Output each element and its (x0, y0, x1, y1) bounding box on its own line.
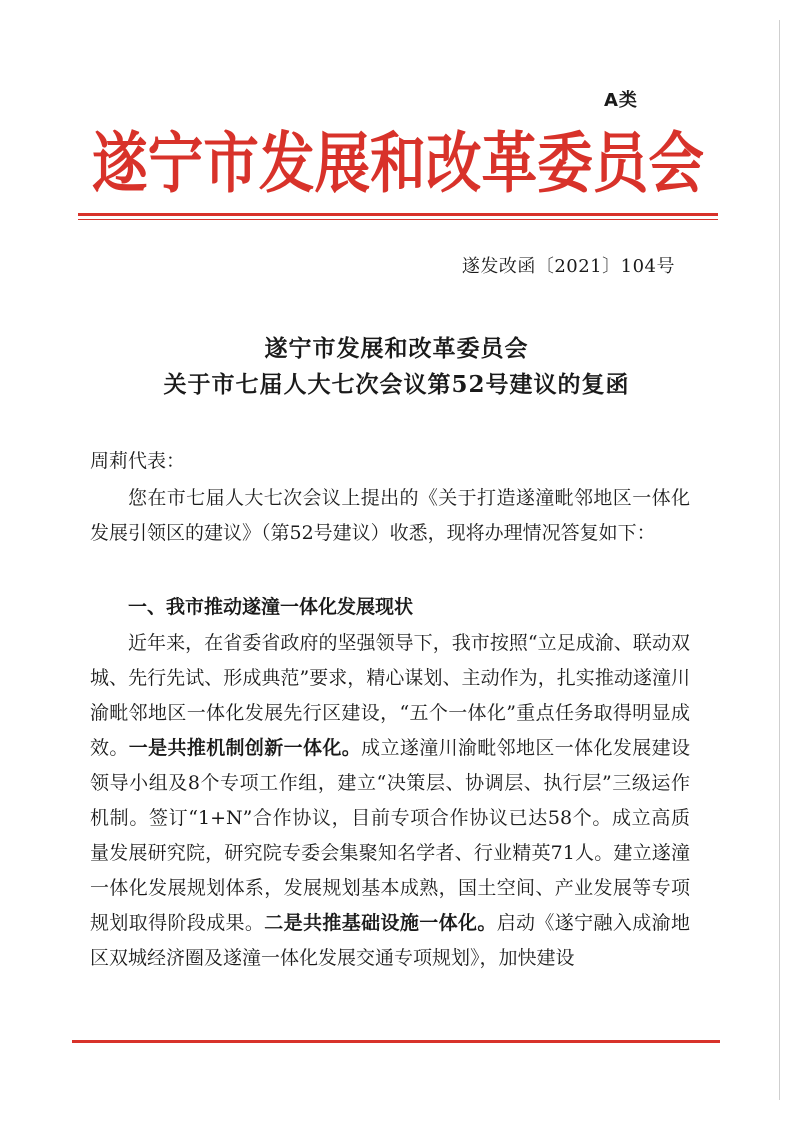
paragraph-status (90, 626, 690, 976)
header-red-rule (78, 213, 718, 216)
title-line-1: 遂宁市发展和改革委员会 (264, 335, 529, 362)
lead-point-2: 二是共推基础设施一体化。 (264, 912, 497, 934)
paragraph-intro: 您在市七届人大七次会议上提出的《关于打造遂潼毗邻地区一体化发展引领区的建议》（第52号建议）收悉，现将办理情况答复如下： (90, 487, 690, 544)
org-header (68, 108, 728, 204)
page-edge-line (779, 20, 780, 1100)
paragraph-status-text-3: 启动《遂宁融入成渝地区双城经济圈及遂潼一体化发展交通专项规划》，加快建设 (90, 912, 690, 969)
paragraph-status-text-1: 近年来，在省委省政府的坚强领导下，我市按照“立足成渝、联动双城、先行先试、形成典范”要求，精心谋划、主动作为，扎实推动遂潼川渝毗邻地区一体化发展先行区建设，“五个一体化”重点任务取得明显成效。 (90, 632, 690, 759)
header-red-rule-thin (78, 219, 718, 220)
section-heading-1: 一、我市推动遂潼一体化发展现状 (128, 596, 414, 618)
paragraph-status-text-2: 成立遂潼川渝毗邻地区一体化发展建设领导小组及8个专项工作组，建立“决策层、协调层、执行层”三级运作机制。签订“1+N”合作协议，目前专项合作协议已达58个。成立高质量发展研究院，研究院专委会集聚知名学者、行业精英71人。建立遂潼一体化发展规划体系，发展规划基本成熟，国土空间、产业发展等专项规划取得阶段成果。 (90, 737, 690, 934)
document-number: 遂发改函〔2021〕104号 (461, 256, 675, 277)
org-header-graphic (68, 108, 728, 204)
salutation: 周莉代表： (90, 450, 186, 472)
lead-point-1: 一是共推机制创新一体化。 (128, 737, 362, 759)
category-label: A类 (604, 90, 638, 111)
footer-red-rule (72, 1040, 720, 1043)
title-line-2: 关于市七届人大七次会议第52号建议的复函 (163, 371, 630, 398)
org-name: 遂宁市发展和改革委员会 (92, 124, 704, 202)
